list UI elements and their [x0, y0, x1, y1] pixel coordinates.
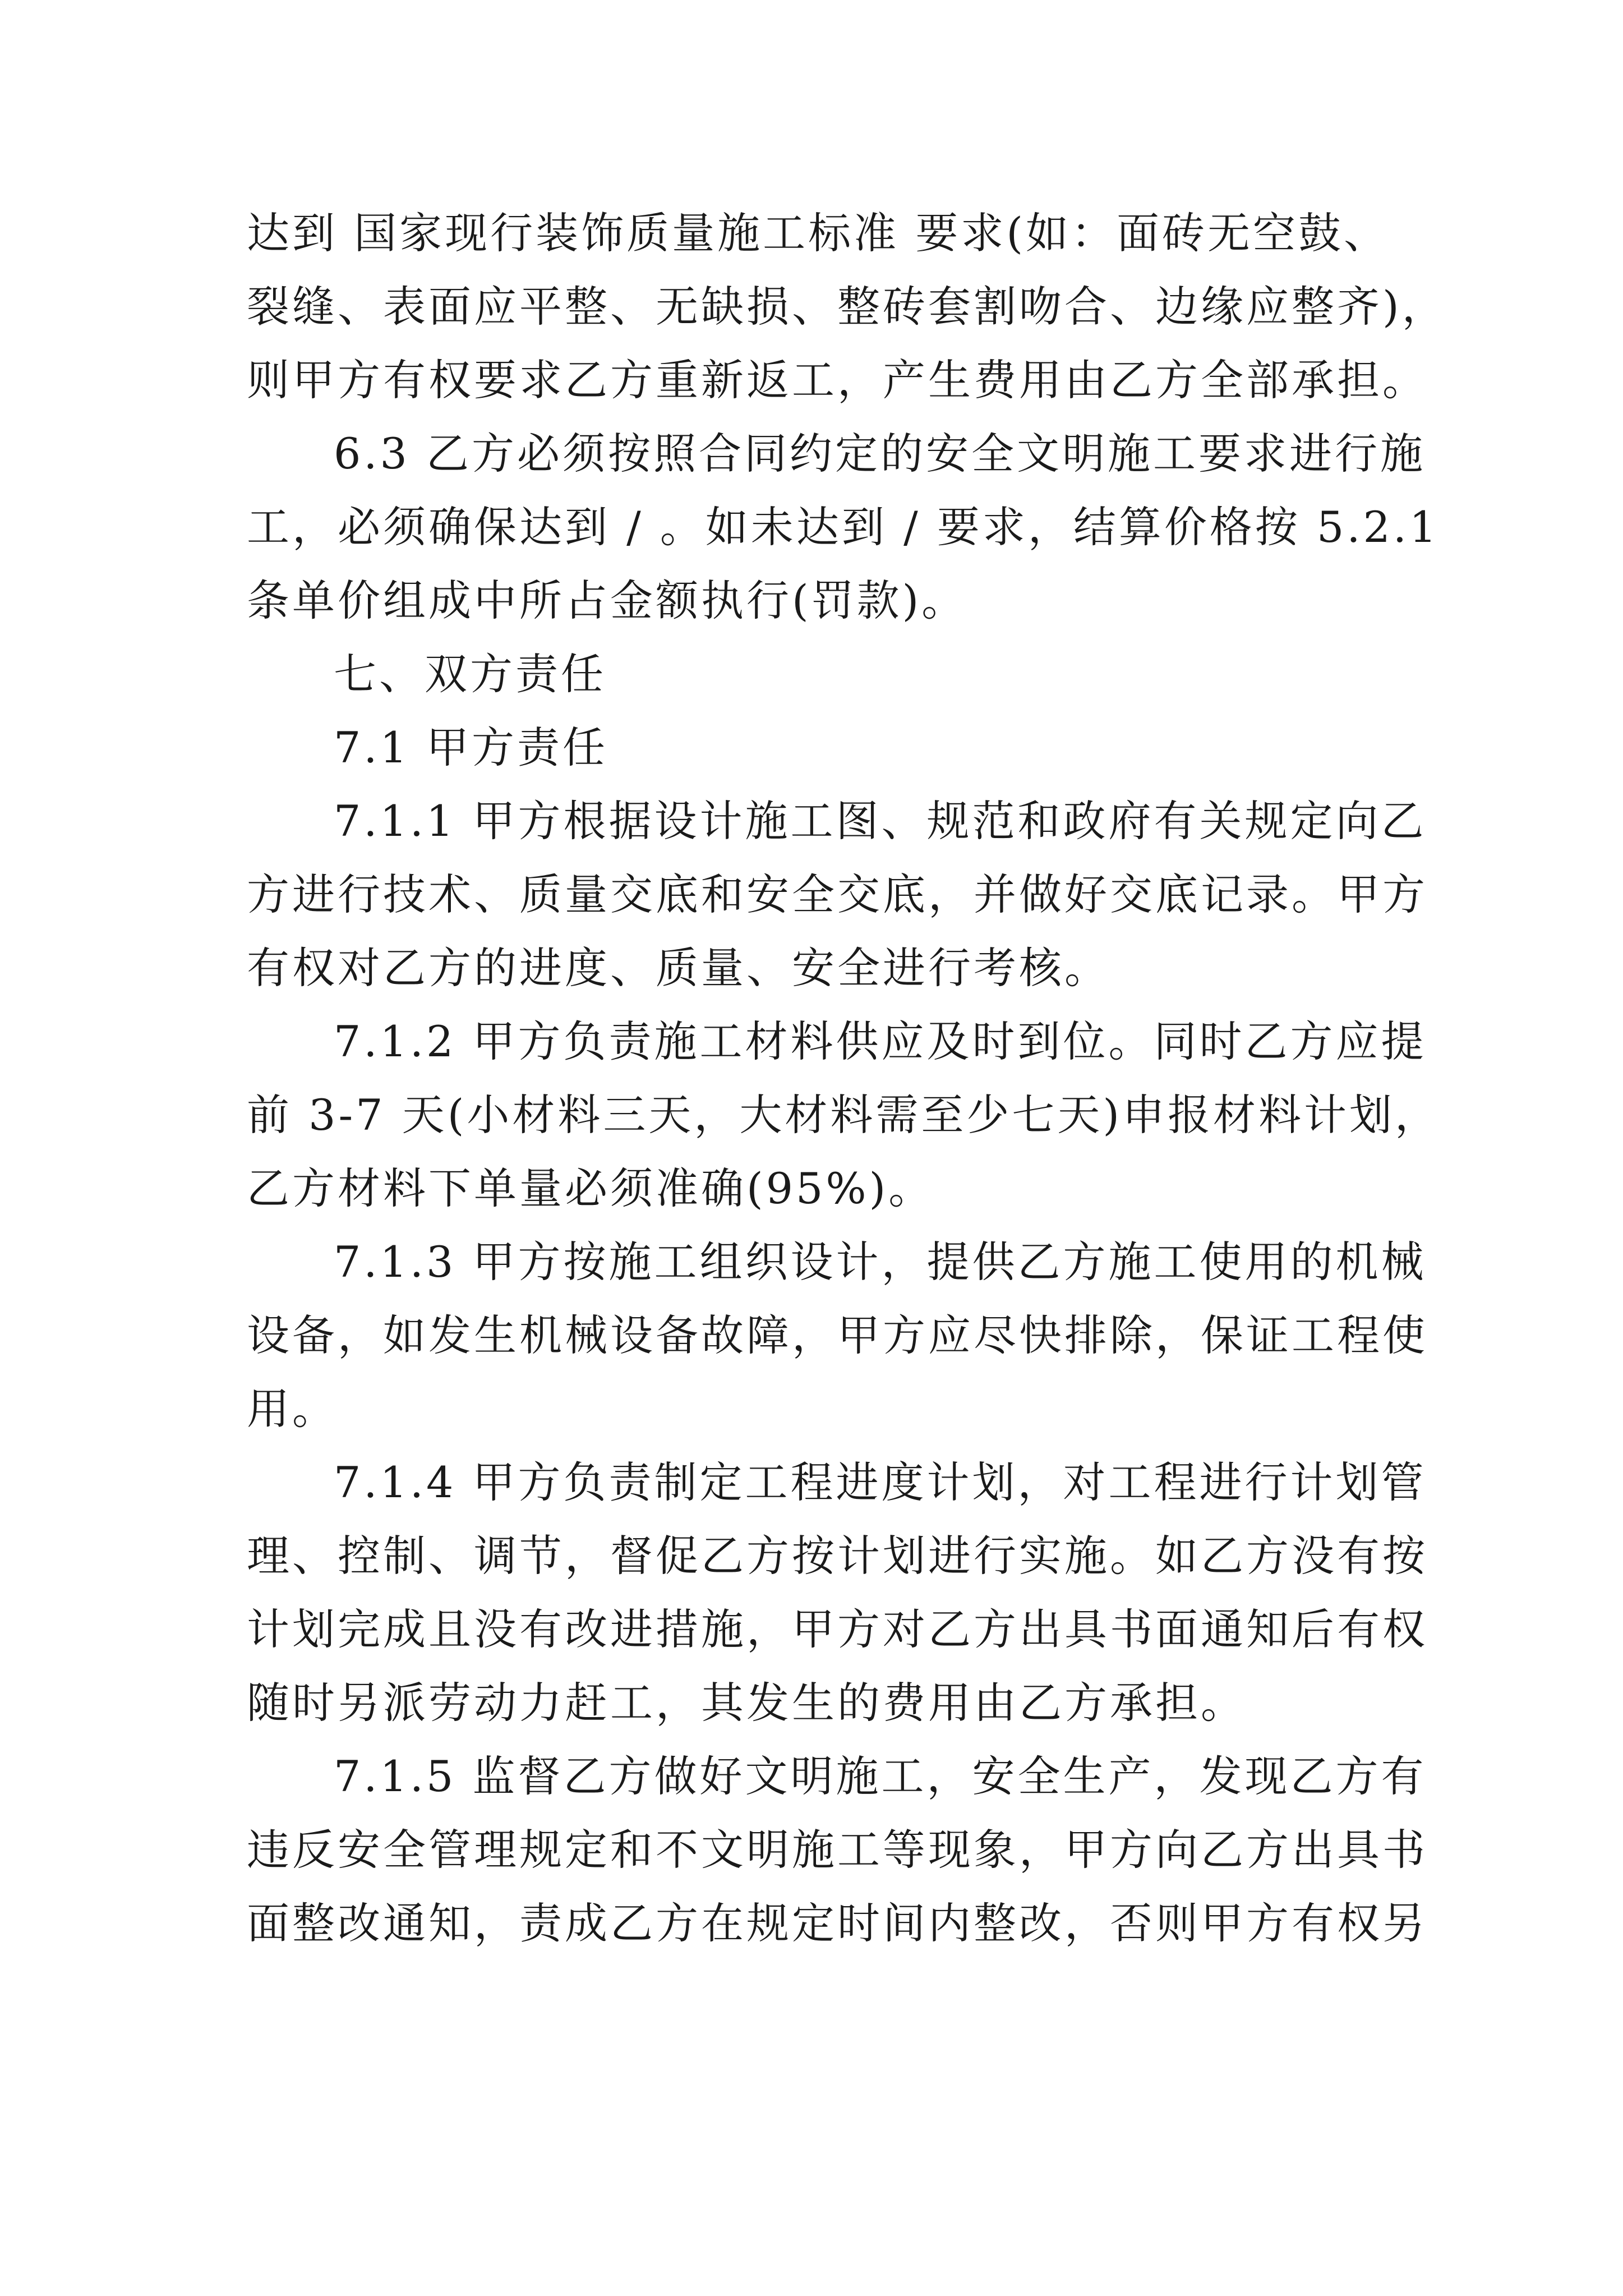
text-line: 6.3 乙方必须按照合同约定的安全文明施工要求进行施 [334, 429, 1426, 478]
text-line: 达到 国家现行装饰质量施工标准 要求(如：面砖无空鼓、 [247, 208, 1389, 258]
text-line: 7.1.2 甲方负责施工材料供应及时到位。同时乙方应提 [334, 1016, 1427, 1066]
text-line: 方进行技术、质量交底和安全交底，并做好交底记录。甲方 [247, 869, 1428, 919]
document-body [247, 196, 1447, 1960]
text-line: 工，必须确保达到 / 。如未达到 / 要求，结算价格按 5.2.1 [247, 502, 1440, 552]
subsection-heading: 7.1 甲方责任 [334, 723, 608, 772]
text-line: 设备，如发生机械设备故障，甲方应尽快排除，保证工程使 [247, 1310, 1428, 1360]
text-line: 乙方材料下单量必须准确(95%)。 [247, 1163, 934, 1213]
text-line: 违反安全管理规定和不文明施工等现象，甲方向乙方出具书 [247, 1825, 1428, 1875]
text-line: 7.1.5 监督乙方做好文明施工，安全生产，发现乙方有 [334, 1751, 1427, 1801]
section-heading: 七、双方责任 [334, 649, 606, 699]
text-line: 计划完成且没有改进措施，甲方对乙方出具书面通知后有权 [247, 1604, 1428, 1654]
text-line: 用。 [247, 1384, 338, 1434]
text-line: 7.1.3 甲方按施工组织设计，提供乙方施工使用的机械 [334, 1237, 1427, 1287]
text-line: 裂缝、表面应平整、无缺损、整砖套割吻合、边缘应整齐)， [247, 282, 1447, 332]
text-line: 7.1.1 甲方根据设计施工图、规范和政府有关规定向乙 [334, 796, 1427, 846]
text-line: 理、控制、调节，督促乙方按计划进行实施。如乙方没有按 [247, 1531, 1428, 1581]
text-line: 则甲方有权要求乙方重新返工，产生费用由乙方全部承担。 [247, 355, 1428, 405]
text-line: 7.1.4 甲方负责制定工程进度计划，对工程进行计划管 [334, 1457, 1427, 1507]
text-line: 条单价组成中所占金额执行(罚款)。 [247, 576, 967, 625]
text-line: 前 3-7 天(小材料三天，大材料需至少七天)申报材料计划， [247, 1090, 1441, 1140]
text-line: 随时另派劳动力赶工，其发生的费用由乙方承担。 [247, 1678, 1246, 1728]
text-line: 面整改通知，责成乙方在规定时间内整改，否则甲方有权另 [247, 1898, 1428, 1948]
text-line: 有权对乙方的进度、质量、安全进行考核。 [247, 943, 1110, 993]
